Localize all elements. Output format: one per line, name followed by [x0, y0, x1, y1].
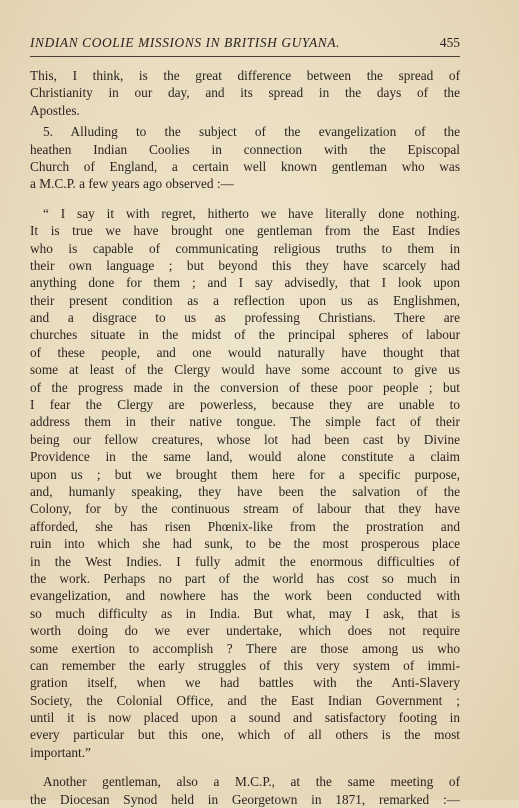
text-line: Christianity in our day, and its spread in the days of the: [30, 85, 460, 101]
text-line: being our fellow creatures, whose lot had been cast by Divine: [30, 431, 460, 447]
text-line: Apostles.: [30, 102, 80, 118]
page-number: 455: [439, 35, 460, 50]
text-line: Providence in the same land, would alone constitute a claim: [30, 449, 460, 465]
text-line: of the progress made in the conversion of these poor people ; but: [30, 379, 460, 395]
text-line: 5. Alluding to the subject of the evangelization of the: [43, 124, 460, 140]
text-line: every particular but this one, which of all others is the most: [30, 727, 460, 743]
text-line: their own language ; but beyond this they have scarcely had: [30, 257, 460, 273]
text-line: until it is now placed upon a sound and satisfactory footing in: [30, 710, 460, 726]
text-line: and a disgrace to us as professing Christians. There are: [30, 310, 460, 326]
running-head: INDIAN COOLIE MISSIONS IN BRITISH GUYANA.: [30, 35, 341, 50]
text-line: so much difficulty as in India. But what, may I ask, that is: [30, 605, 460, 621]
text-line: a M.C.P. a few years ago observed :—: [30, 176, 234, 192]
text-line: and, humanly speaking, they have been the salvation of the: [30, 483, 460, 499]
text-line: afforded, she has risen Phœnix-like from the prostration and: [30, 518, 460, 534]
text-line: their present condition as a reflection upon us as Englishmen,: [30, 292, 460, 308]
text-line: the Diocesan Synod held in Georgetown in 1871, remarked :—: [30, 791, 460, 807]
paragraph-2: [30, 123, 460, 193]
text-line: Church of England, a certain well known gentleman who was: [30, 158, 460, 174]
text-line: gration itself, when we had battles with the Anti-Slavery: [30, 675, 460, 691]
spacer: [30, 761, 460, 773]
header-rule: [30, 56, 460, 57]
spacer: [30, 193, 460, 205]
text-line: the work. Perhaps no part of the world has cost so much in: [30, 570, 460, 586]
text-line: of these people, and one would naturally have thought that: [30, 344, 460, 360]
paragraph-3: [30, 773, 460, 808]
text-line: It is true we have brought one gentleman from the East Indies: [30, 223, 460, 239]
text-line: some exertion to accomplish ? There are those among us who: [30, 640, 460, 656]
text-line: in the West Indies. I fully admit the enormous difficulties of: [30, 553, 460, 569]
text-line: some at least of the Clergy would have some account to give us: [30, 362, 460, 378]
quoted-speech: [30, 205, 460, 762]
text-line: “ I say it with regret, hitherto we have literally done nothing.: [43, 205, 460, 221]
paragraph-1: [30, 67, 460, 119]
text-line: churches situate in the midst of the principal spheres of labour: [30, 327, 460, 343]
text-line: important.”: [30, 744, 91, 760]
page-header: [30, 35, 460, 55]
text-line: anything done for them ; and I say advisedly, that I look upon: [30, 275, 460, 291]
text-line: upon us ; but we brought them here for a specific purpose,: [30, 466, 460, 482]
text-line: ruin into which she had sunk, to be the most prosperous place: [30, 536, 460, 552]
text-line: I fear the Clergy are powerless, because they are unable to: [30, 397, 460, 413]
text-line: worth doing do we ever undertake, which does not require: [30, 623, 460, 639]
text-line: evangelization, and nowhere has the work been conducted with: [30, 588, 460, 604]
page-body: [30, 67, 460, 808]
text-line: can remember the early struggles of this very system of immi-: [30, 657, 460, 673]
text-line: Another gentleman, also a M.C.P., at the same meeting of: [43, 774, 460, 790]
text-line: heathen Indian Coolies in connection with the Episcopal: [30, 141, 460, 157]
text-line: address them in their native tongue. The simple fact of their: [30, 414, 460, 430]
text-line: This, I think, is the great difference between the spread of: [30, 68, 460, 83]
text-line: Society, the Colonial Office, and the East Indian Government ;: [30, 692, 460, 708]
text-line: who is capable of communicating religious truths to them in: [30, 240, 460, 256]
text-line: Colony, for by the continuous stream of labour that they have: [30, 501, 460, 517]
